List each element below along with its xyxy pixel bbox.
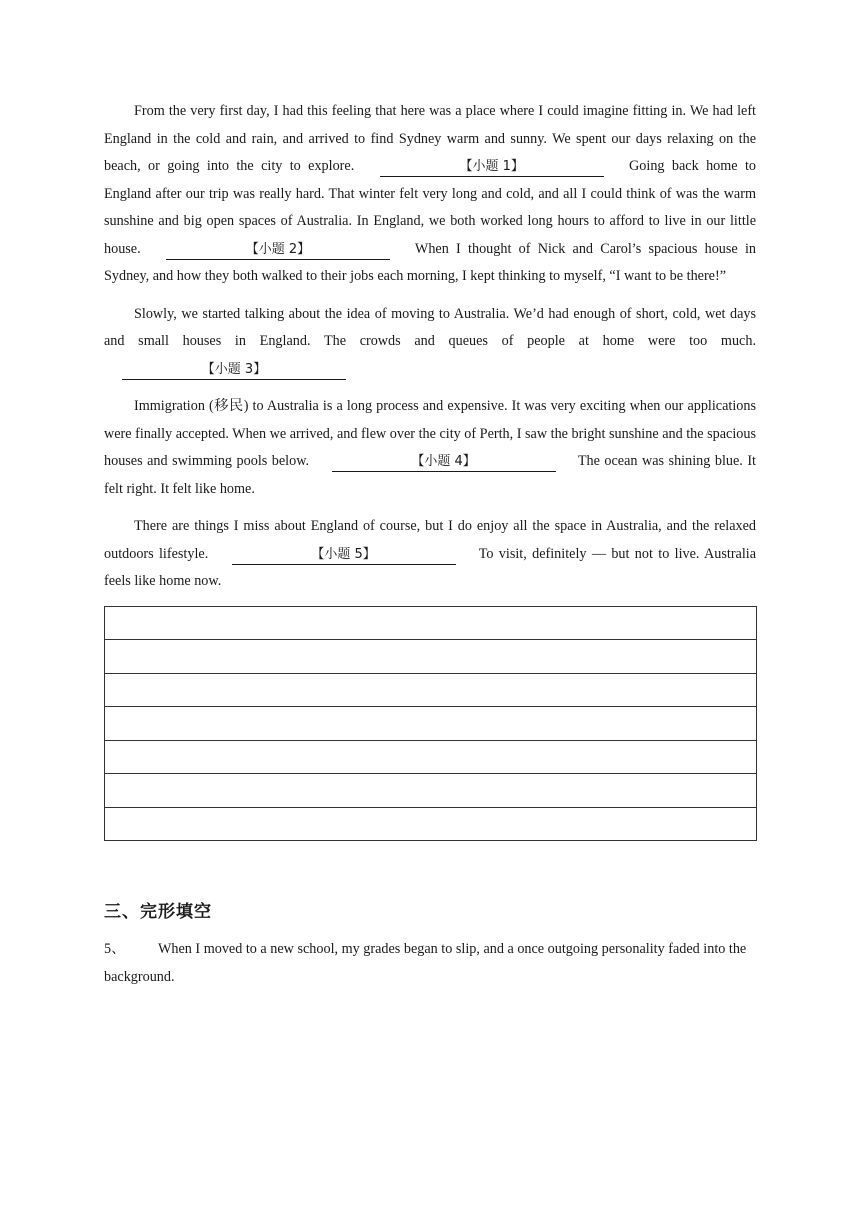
question-text: When I moved to a new school, my grades began to slip, and a once outgoing personality faded into the background. [104,941,747,985]
passage-text: Immigration (移民) to Australia is a long process and expensive. It was very exciting when our applications were finally accepted. When we arrived, and flew over the city of Perth, I saw the bright sunshine and the spacious houses and swimming pools below. [104,398,756,469]
answer-blank-5[interactable]: 【小题 5】 [232,546,456,565]
passage-paragraph-1 [104,98,756,291]
passage-text: Slowly, we started talking about the idea of moving to Australia. We’d had enough of short, cold, wet days and small houses in England. The crowds and queues of people at home were too much. [104,305,756,349]
passage-text: From the very first day, I had this feeling that here was a place where I could imagine fitting in. We had left England in the cold and rain, and arrived to find Sydney warm and sunny. We spent our days relaxing on the beach, or going into the city to explore. [104,103,756,174]
table-row [105,807,757,841]
answer-blank-2[interactable]: 【小题 2】 [166,241,390,260]
table-cell[interactable] [105,740,757,774]
options-table-body [105,606,757,841]
table-cell[interactable] [105,606,757,640]
table-row [105,707,757,741]
table-cell[interactable] [105,673,757,707]
passage-paragraph-2 [104,301,756,384]
answer-blank-4[interactable]: 【小题 4】 [332,453,556,472]
passage-text: There are things I miss about England of course, but I do enjoy all the space in Australia, and the relaxed outdoors lifestyle. [104,518,756,562]
table-row [105,640,757,674]
passage-text: The ocean was shining blue. It felt right. It felt like home. [104,453,756,497]
section-heading: 三、完形填空 [104,902,212,922]
document-page [104,98,756,991]
table-cell[interactable] [105,807,757,841]
table-cell[interactable] [105,774,757,808]
question-5 [104,936,756,991]
answer-blank-3[interactable]: 【小题 3】 [122,361,346,380]
passage-text: To visit, definitely — but not to live. Australia feels like home now. [104,545,757,589]
table-cell[interactable] [105,707,757,741]
options-table [104,606,757,842]
table-row [105,740,757,774]
question-number: 5、 [104,941,126,957]
table-cell[interactable] [105,640,757,674]
passage-text: When I thought of Nick and Carol’s spacious house in Sydney, and how they both walked to their jobs each morning, I kept thinking to myself, “I want to be there!” [104,240,757,284]
passage-paragraph-4 [104,513,756,596]
table-row [105,774,757,808]
table-row [105,606,757,640]
answer-blank-1[interactable]: 【小题 1】 [380,158,604,177]
passage-paragraph-3 [104,393,756,503]
table-row [105,673,757,707]
passage-text: Going back home to England after our trip was really hard. That winter felt very long and cold, and all I could think of was the warm sunshine and big open spaces of Australia. In England, we both worked long hours to afford to live in our little house. [104,158,757,257]
